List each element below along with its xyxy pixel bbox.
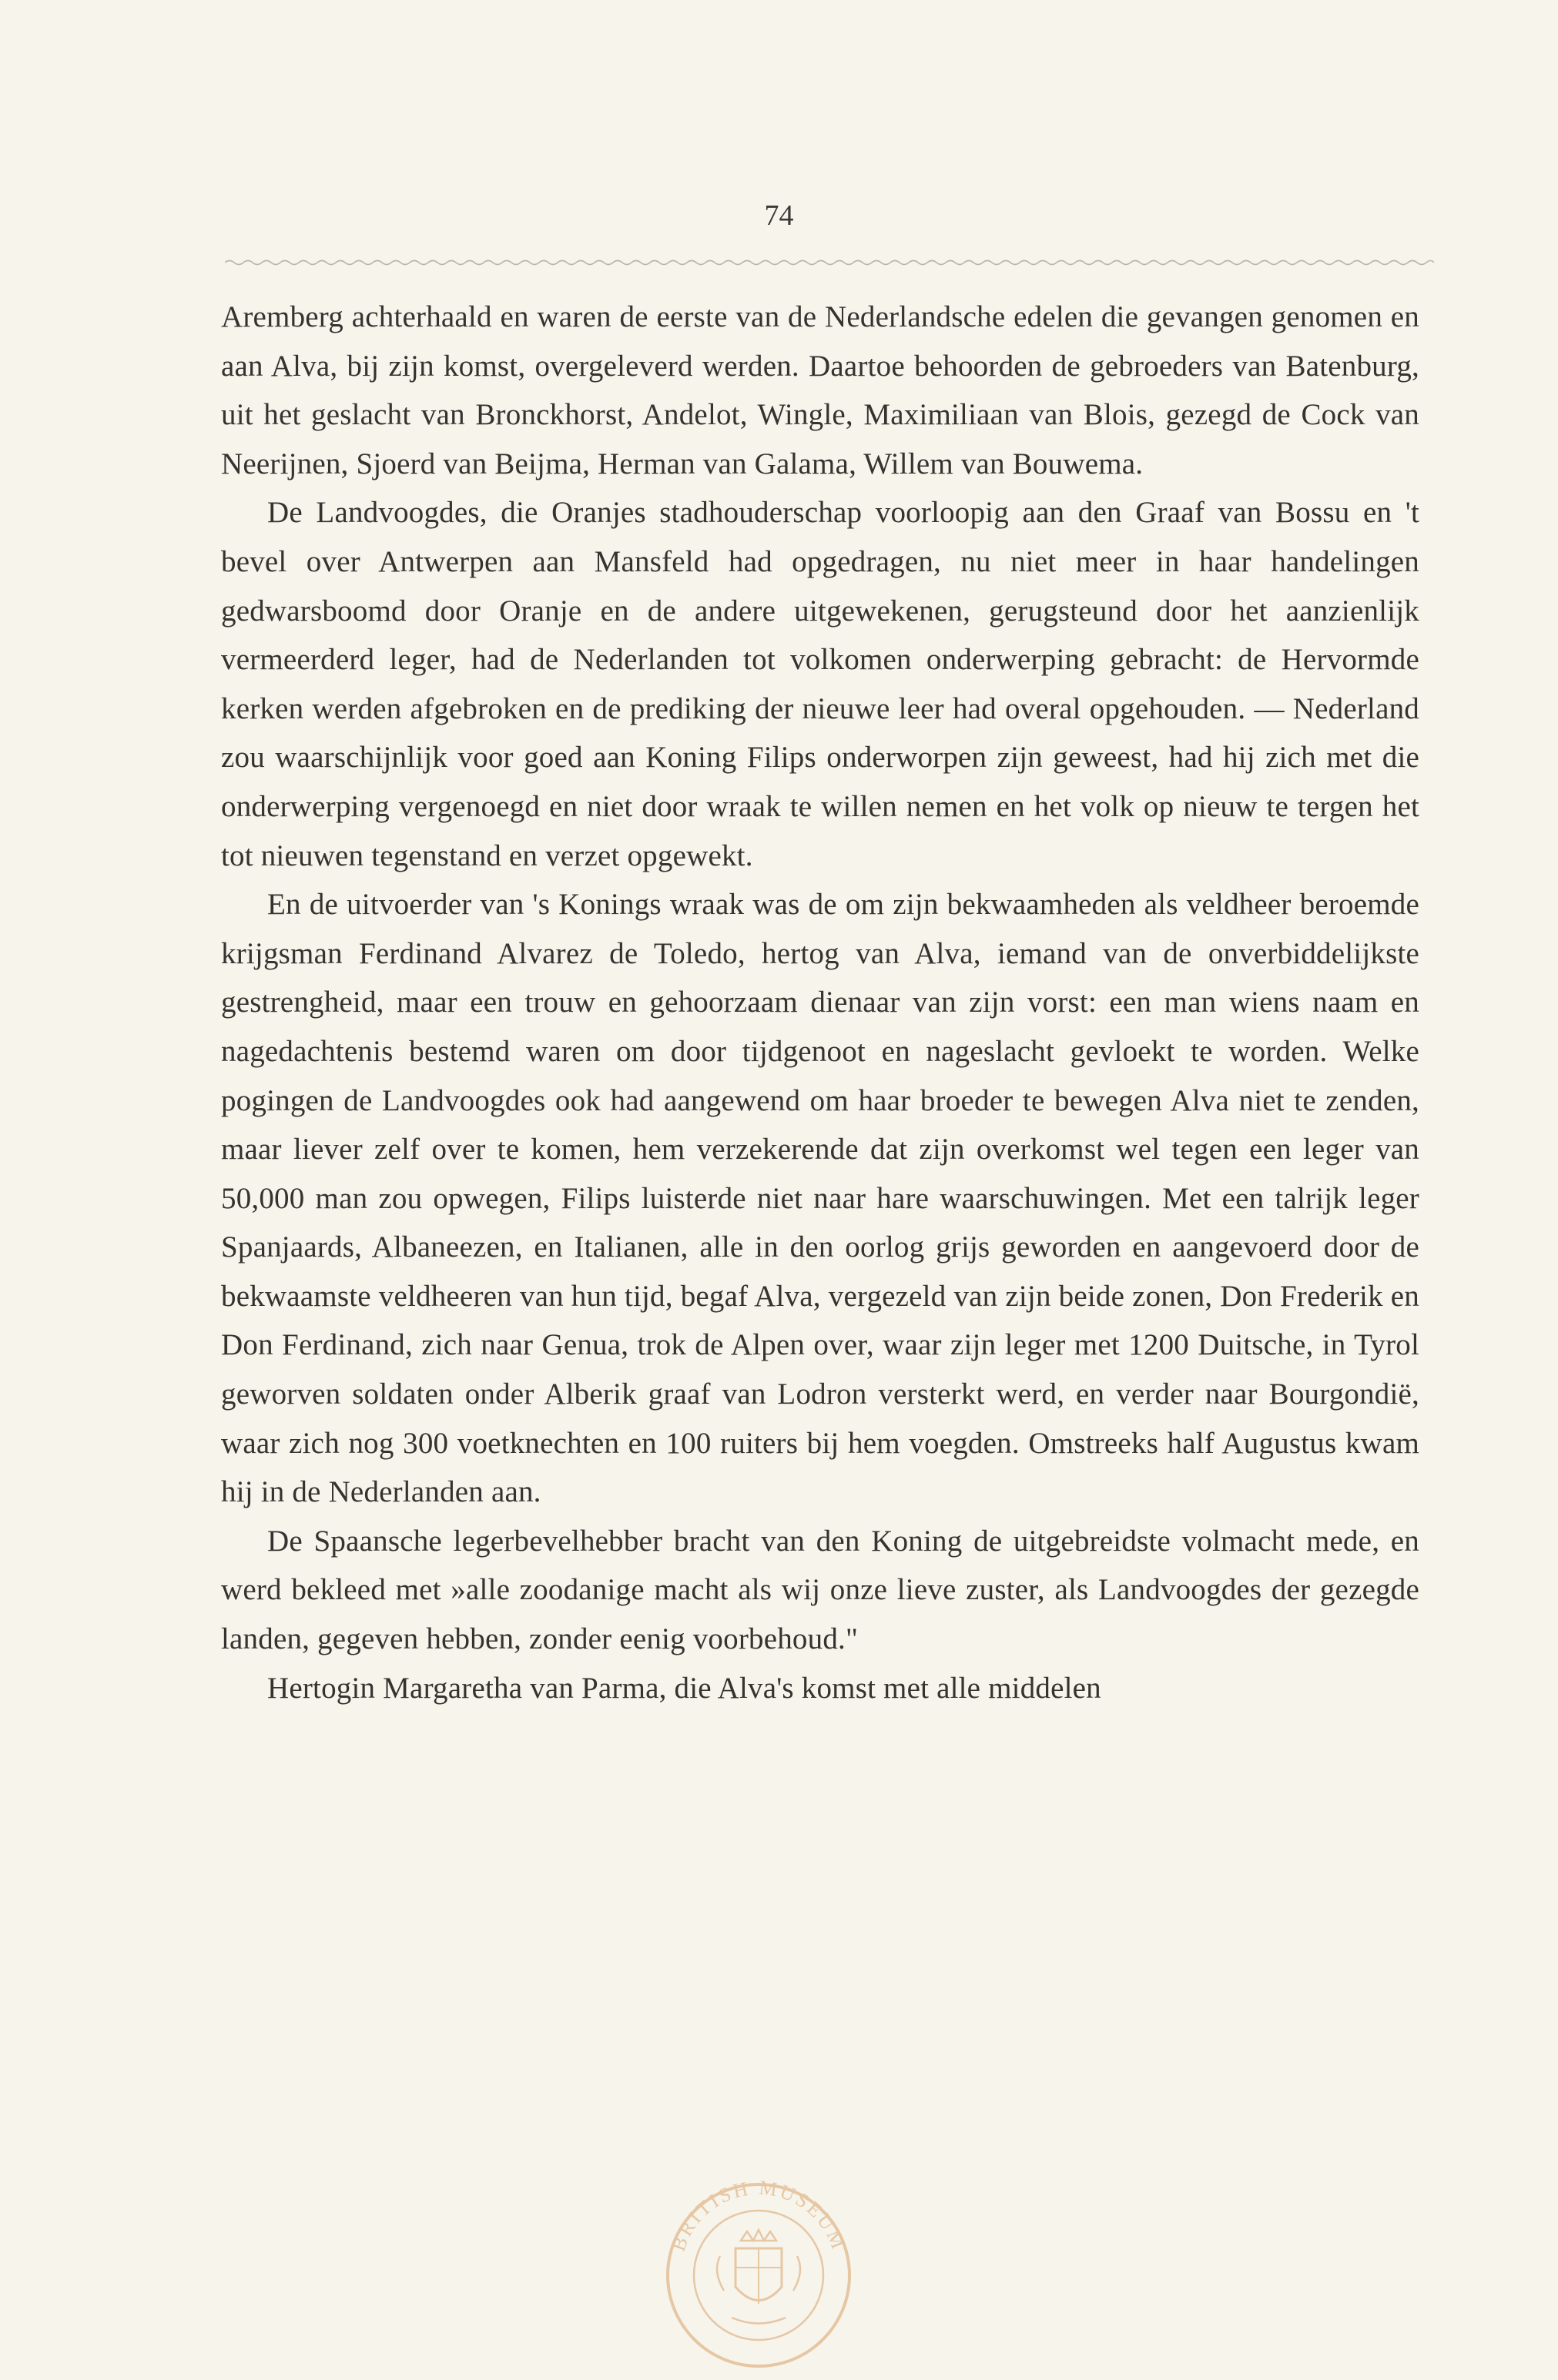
svg-text:BRITISH MUSEUM: BRITISH MUSEUM — [666, 2176, 851, 2254]
ornament-rule — [225, 257, 1434, 268]
paragraph: Aremberg achterhaald en waren de eerste van de Nederlandsche edelen die gevangen genomen en aan Alva, bij zijn komst, overgeleverd werden. Daartoe behoorden de gebroeders van Batenburg, uit het geslacht van Bronckhorst, Andelot, Wingle, Maximiliaan van Blois, gezegd de Cock van Neerijnen, Sjoerd van Beijma, Herman van Galama, Willem van Bouwema. — [221, 300, 1419, 480]
library-stamp — [647, 2164, 870, 2372]
body-text — [221, 293, 1419, 1712]
paragraph: En de uitvoerder van 's Konings wraak was de om zijn bekwaamheden als veldheer beroemde krijgsman Ferdinand Alvarez de Toledo, hertog van Alva, iemand van de onverbiddelijkste gestrengheid, maar een trouw en gehoorzaam dienaar van zijn vorst: een man wiens naam en nagedachtenis bestemd waren om door tijdgenoot en nageslacht gevloekt te worden. Welke pogingen de Landvoogdes ook had aangewend om haar broeder te bewegen Alva niet te zenden, maar liever zelf over te komen, hem verzekerende dat zijn overkomst wel tegen een leger van 50,000 man zou opwegen, Filips luisterde niet naar hare waarschuwingen. Met een talrijk leger Spanjaards, Albaneezen, en Italianen, alle in den oorlog grijs geworden en aangevoerd door de bekwaamste veldheeren van hun tijd, begaf Alva, vergezeld van zijn beide zonen, Don Frederik en Don Ferdinand, zich naar Genua, trok de Alpen over, waar zijn leger met 1200 Duitsche, in Tyrol geworven soldaten onder Alberik graaf van Lodron versterkt werd, en verder naar Bourgondië, waar zich nog 300 voetknechten en 100 ruiters bij hem voegden. Omstreeks half Augustus kwam hij in de Nederlanden aan. — [221, 888, 1419, 1509]
paragraph: Hertogin Margaretha van Parma, die Alva's komst met alle middelen — [267, 1671, 1101, 1705]
page-number: 74 — [764, 199, 794, 232]
paragraph: De Spaansche legerbevelhebber bracht van den Koning de uitgebreidste volmacht mede, en werd bekleed met »alle zoodanige macht als wij onze lieve zuster, als Landvoogdes der gezegde landen, gegeven hebben, zonder eenig voorbehoud." — [221, 1524, 1419, 1656]
paragraph: De Landvoogdes, die Oranjes stadhouderschap voorloopig aan den Graaf van Bossu en 't bevel over Antwerpen aan Mansfeld had opgedragen, nu niet meer in haar handelingen gedwarsboomd door Oranje en de andere uitgewekenen, gerugsteund door het aanzienlijk vermeerderd leger, had de Nederlanden tot volkomen onderwerping gebracht: de Hervormde kerken werden afgebroken en de prediking der nieuwe leer had overal opgehouden. — Nederland zou waarschijnlijk voor goed aan Koning Filips onderworpen zijn geweest, had hij zich met die onderwerping vergenoegd en niet door wraak te willen nemen en het volk op nieuw te tergen het tot nieuwen tegenstand en verzet opgewekt. — [221, 496, 1419, 872]
